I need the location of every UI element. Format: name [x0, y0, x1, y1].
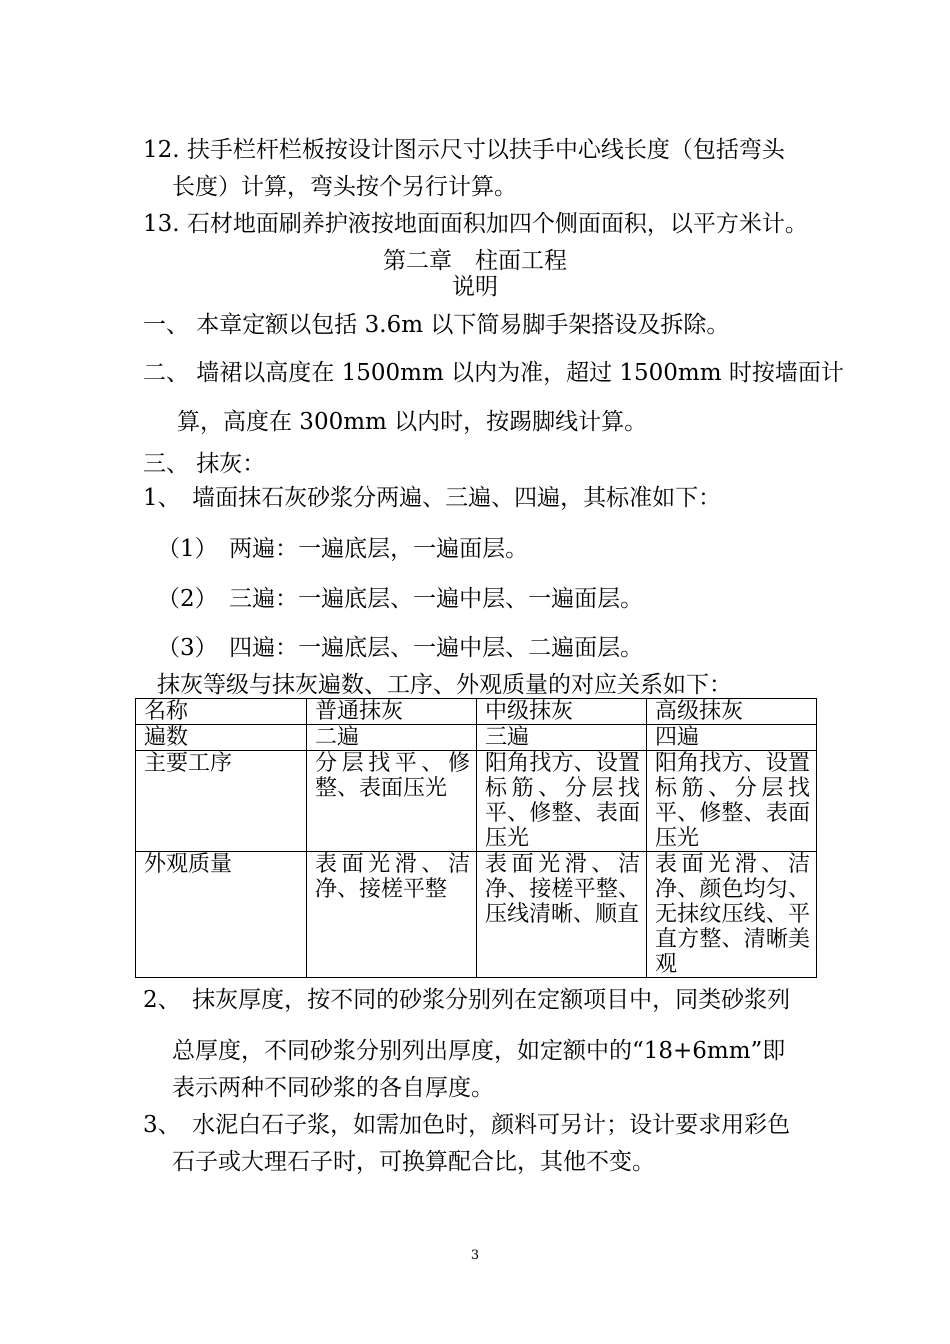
section-2-line-1: 2、 抹灰厚度，按不同的砂浆分别列在定额项目中，同类砂浆列 [143, 987, 791, 1013]
table-cell: 表面光滑、洁净、接槎平整 [307, 852, 477, 978]
item-12-line-1: 12. 扶手栏杆栏板按设计图示尺寸以扶手中心线长度（包括弯头 [143, 137, 785, 163]
note-2-line-2: 算，高度在 300mm 以内时，按踢脚线计算。 [177, 409, 648, 435]
table-cell: 阳角找方、设置标筋、分层找平、修整、表面压光 [477, 751, 647, 852]
table-cell: 阳角找方、设置标筋、分层找平、修整、表面压光 [647, 751, 817, 852]
table-row [136, 852, 817, 978]
table-cell: 四遍 [647, 725, 817, 751]
page-number: 3 [470, 1248, 480, 1263]
table-header-cell: 中级抹灰 [477, 699, 647, 725]
item-13: 13. 石材地面刷养护液按地面面积加四个侧面面积，以平方米计。 [143, 211, 808, 237]
section-2-line-3: 表示两种不同砂浆的各自厚度。 [172, 1075, 494, 1101]
table-cell: 二遍 [307, 725, 477, 751]
para-1: （1） 两遍：一遍底层，一遍面层。 [157, 536, 529, 562]
plaster-grade-table [135, 698, 817, 978]
section-3-line-2: 石子或大理石子时，可换算配合比，其他不变。 [172, 1149, 655, 1175]
chapter-subtitle: 说明 [452, 274, 498, 300]
table-header-cell: 普通抹灰 [307, 699, 477, 725]
item-12-line-2: 长度）计算，弯头按个另行计算。 [172, 174, 517, 200]
table-cell: 主要工序 [136, 751, 307, 852]
table-intro: 抹灰等级与抹灰遍数、工序、外观质量的对应关系如下： [157, 672, 732, 698]
table-row [136, 725, 817, 751]
table-cell: 遍数 [136, 725, 307, 751]
table-cell: 表面光滑、洁净、颜色均匀、无抹纹压线、平直方整、清晰美观 [647, 852, 817, 978]
table-row [136, 751, 817, 852]
table-header-cell: 名称 [136, 699, 307, 725]
chapter-title: 第二章 柱面工程 [383, 248, 567, 274]
table-cell: 三遍 [477, 725, 647, 751]
note-2-line-1: 二、 墙裙以高度在 1500mm 以内为准，超过 1500mm 时按墙面计 [143, 360, 844, 386]
table-row [136, 699, 817, 725]
table-header-cell: 高级抹灰 [647, 699, 817, 725]
para-3: （3） 四遍：一遍底层、一遍中层、二遍面层。 [157, 635, 644, 661]
table-cell: 外观质量 [136, 852, 307, 978]
section-1: 1、 墙面抹石灰砂浆分两遍、三遍、四遍，其标准如下： [143, 485, 722, 511]
section-2-line-2: 总厚度，不同砂浆分别列出厚度，如定额中的“18+6mm”即 [172, 1038, 786, 1064]
section-3-line-1: 3、 水泥白石子浆，如需加色时，颜料可另计；设计要求用彩色 [143, 1112, 791, 1138]
para-2: （2） 三遍：一遍底层、一遍中层、一遍面层。 [157, 586, 644, 612]
note-3: 三、 抹灰： [143, 451, 266, 477]
table-cell: 表面光滑、洁净、接槎平整、压线清晰、顺直 [477, 852, 647, 978]
note-1: 一、 本章定额以包括 3.6m 以下简易脚手架搭设及拆除。 [143, 312, 730, 338]
table-cell: 分层找平、修整、表面压光 [307, 751, 477, 852]
